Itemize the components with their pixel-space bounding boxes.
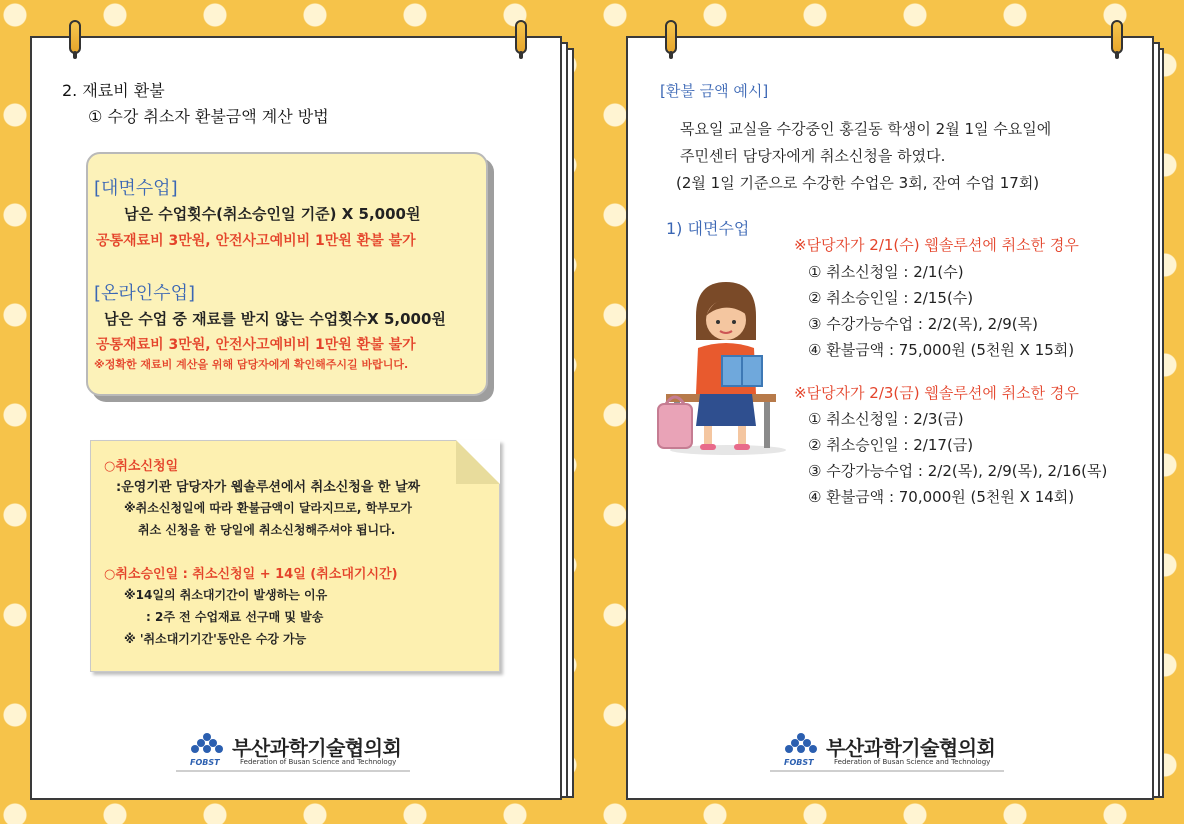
case2-item-4: ④ 환불금액 : 70,000원 (5천원 X 14회)	[808, 488, 1075, 506]
subsection-title: ① 수강 취소자 환불금액 계산 방법	[88, 107, 329, 126]
memo-fold-corner	[456, 440, 500, 484]
approve-date-title: ○취소승인일 : 취소신청일 + 14일 (취소대기시간)	[104, 567, 398, 582]
left-spiral-ring-2	[515, 20, 527, 54]
approve-note-2: : 2주 전 수업재료 선구매 및 발송	[146, 610, 324, 624]
student-reading-illustration	[656, 276, 796, 456]
apply-date-desc: :운영기관 담당자가 웹솔루션에서 취소신청을 한 날짜	[116, 480, 421, 495]
online-note: ※정확한 재료비 계산을 위해 담당자에게 확인해주시길 바랍니다.	[94, 358, 409, 371]
apply-date-title: ○취소신청일	[104, 459, 179, 474]
case2-item-3: ③ 수강가능수업 : 2/2(목), 2/9(목), 2/16(목)	[808, 462, 1108, 480]
offline-formula: 남은 수업횟수(취소승인일 기준) X 5,000원	[124, 205, 421, 223]
case2-item-2: ② 취소승인일 : 2/17(금)	[808, 436, 974, 454]
case1-title: ※담당자가 2/1(수) 웹솔루션에 취소한 경우	[794, 236, 1079, 254]
right-spiral-ring-1	[665, 20, 677, 54]
logo-subtitle: Federation of Busan Science and Technology	[240, 758, 397, 766]
offline-heading: [대면수업]	[94, 178, 178, 199]
case1-item-2: ② 취소승인일 : 2/15(수)	[808, 289, 974, 307]
logo-name: 부산과학기술협의회	[826, 736, 996, 760]
right-spiral-ring-2	[1111, 20, 1123, 54]
left-spiral-ring-1	[69, 20, 81, 54]
case2-title: ※담당자가 2/3(금) 웹솔루션에 취소한 경우	[794, 384, 1079, 402]
approve-note-3: ※ '취소대기기간'동안은 수강 가능	[124, 632, 307, 646]
offline-exclusion: 공통재료비 3만원, 안전사고예비비 1만원 환불 불가	[96, 233, 416, 249]
logo-underline	[770, 770, 1004, 772]
logo-abbr: FOBST	[784, 758, 814, 767]
approve-note-1: ※14일의 취소대기간이 발생하는 이유	[124, 588, 328, 602]
intro-line-1: 목요일 교실을 수강중인 홍길동 학생이 2월 1일 수요일에	[680, 120, 1052, 138]
case1-item-3: ③ 수강가능수업 : 2/2(목), 2/9(목)	[808, 315, 1038, 333]
case1-item-1: ① 취소신청일 : 2/1(수)	[808, 263, 964, 281]
left-page	[30, 36, 562, 800]
logo-underline	[176, 770, 410, 772]
fobst-logo-right	[770, 732, 1004, 772]
apply-date-note-1: ※취소신청일에 따라 환불금액이 달라지므로, 학부모가	[124, 501, 412, 515]
logo-name: 부산과학기술협의회	[232, 736, 402, 760]
intro-line-3: (2월 1일 기준으로 수강한 수업은 3회, 잔여 수업 17회)	[676, 174, 1040, 192]
logo-abbr: FOBST	[190, 758, 220, 767]
category-offline: 1) 대면수업	[666, 219, 750, 238]
logo-subtitle: Federation of Busan Science and Technology	[834, 758, 991, 766]
fobst-logo-left	[176, 732, 410, 772]
online-heading: [온라인수업]	[94, 283, 195, 304]
online-exclusion: 공통재료비 3만원, 안전사고예비비 1만원 환불 불가	[96, 337, 416, 353]
case1-item-4: ④ 환불금액 : 75,000원 (5천원 X 15회)	[808, 341, 1075, 359]
online-formula: 남은 수업 중 재료를 받지 않는 수업횟수X 5,000원	[104, 310, 446, 328]
apply-date-note-2: 취소 신청을 한 당일에 취소신청해주셔야 됩니다.	[138, 523, 396, 537]
example-title: [환불 금액 예시]	[660, 82, 769, 100]
section-title: 2. 재료비 환불	[62, 81, 165, 100]
case2-item-1: ① 취소신청일 : 2/3(금)	[808, 410, 964, 428]
intro-line-2: 주민센터 담당자에게 취소신청을 하였다.	[680, 147, 946, 165]
